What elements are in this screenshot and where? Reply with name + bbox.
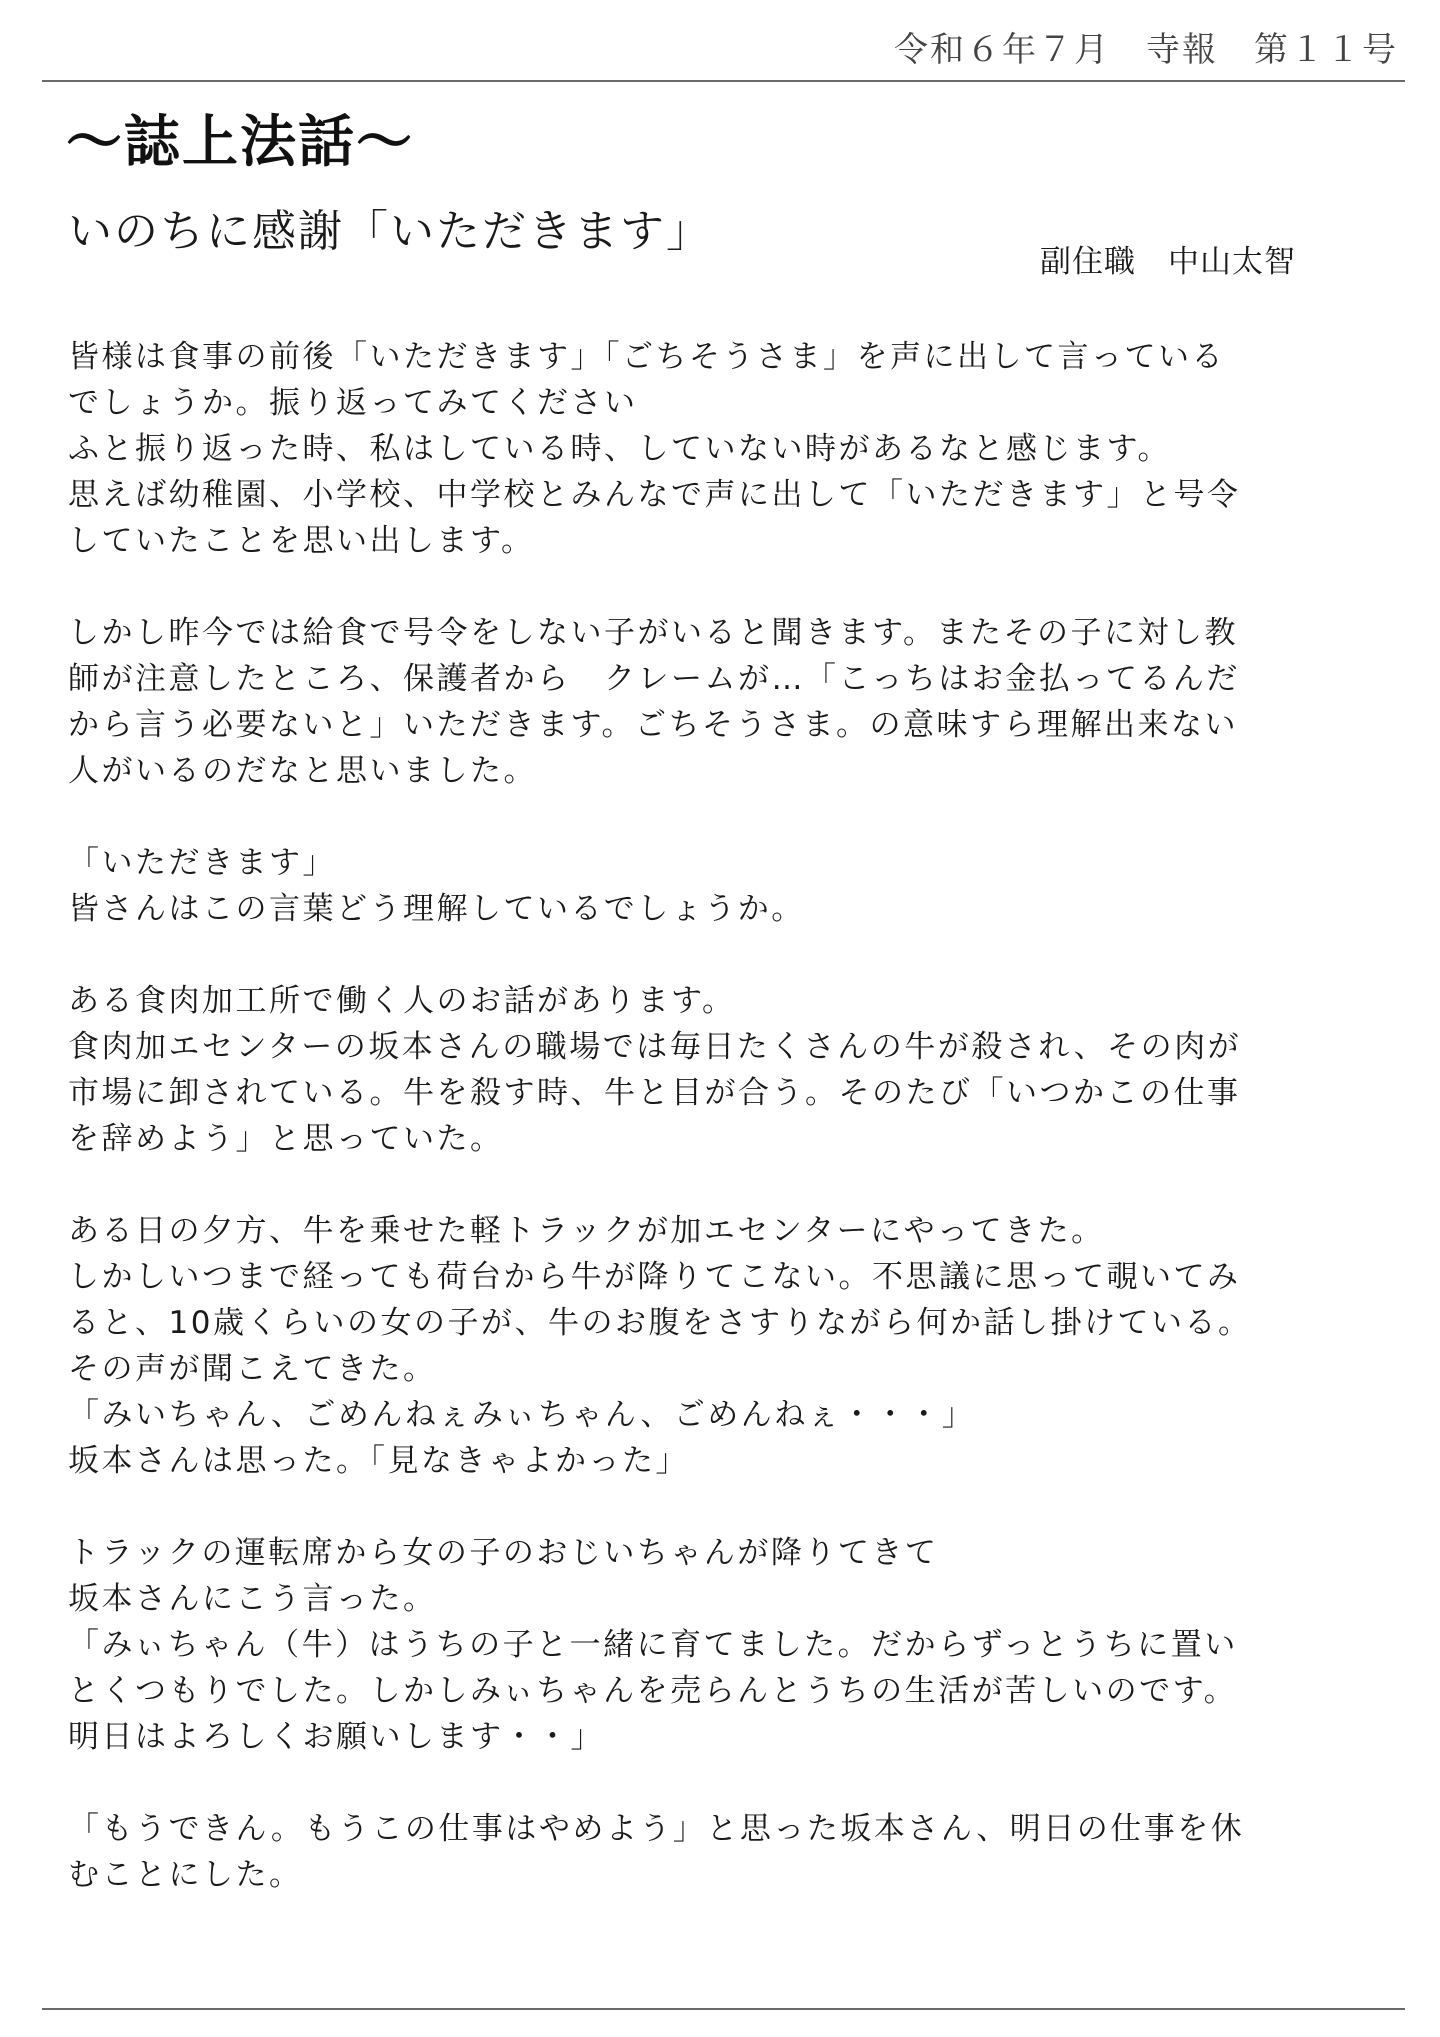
article-title: いのちに感謝「いただきます」 bbox=[68, 206, 712, 257]
top-divider bbox=[42, 80, 1405, 82]
text-line: から言う必要ないと」いただきます。ごちそうさま。の意味すら理解出来ない bbox=[68, 707, 1239, 743]
text-line: とくつもりでした。しかしみぃちゃんを売らんとうちの生活が苦しいのです。 bbox=[68, 1673, 1238, 1709]
text-line: 明日はよろしくお願いします・・」 bbox=[68, 1719, 604, 1755]
text-line: 思えば幼稚園、小学校、中学校とみんなで声に出して「いただきます」と号令 bbox=[68, 477, 1241, 513]
section-title: ～誌上法話～ bbox=[66, 110, 414, 175]
paragraph bbox=[68, 610, 1368, 794]
text-line: むことにした。 bbox=[68, 1857, 303, 1893]
text-line: 「みぃちゃん（牛）はうちの子と一緒に育てました。だからずっとうちに置い bbox=[68, 1627, 1238, 1663]
text-line: ふと振り返った時、私はしている時、していない時があるなと感じます。 bbox=[68, 431, 1172, 467]
text-line: しかしいつまで経っても荷台から牛が降りてこない。不思議に思って覗いてみ bbox=[68, 1259, 1241, 1295]
paragraph bbox=[68, 1208, 1368, 1484]
text-line: ある日の夕方、牛を乗せた軽トラックが加エセンターにやってきた。 bbox=[68, 1213, 1105, 1249]
text-line: トラックの運転席から女の子のおじいちゃんが降りてきて bbox=[68, 1535, 939, 1571]
text-line: 坂本さんにこう言った。 bbox=[68, 1581, 437, 1617]
article-body bbox=[68, 334, 1368, 1944]
paragraph bbox=[68, 1530, 1368, 1760]
text-line: でしょうか。振り返ってみてください bbox=[68, 385, 638, 421]
text-line: 市場に卸されている。牛を殺す時、牛と目が合う。そのたび「いつかこの仕事 bbox=[68, 1075, 1241, 1111]
text-line: 人がいるのだなと思いました。 bbox=[68, 753, 537, 789]
text-line: 食肉加エセンターの坂本さんの職場では毎日たくさんの牛が殺され、その肉が bbox=[68, 1029, 1242, 1065]
text-line: ある食肉加工所で働く人のお話があります。 bbox=[68, 983, 736, 1019]
text-line: 「もうできん。もうこの仕事はやめよう」と思った坂本さん、明日の仕事を休 bbox=[68, 1811, 1245, 1847]
paragraph bbox=[68, 840, 1368, 932]
text-line: 師が注意したところ、保護者から クレームが…「こっちはお金払ってるんだ bbox=[68, 661, 1240, 697]
issue-header: 令和６年７月 寺報 第１１号 bbox=[894, 30, 1398, 70]
author-byline: 副住職 中山太智 bbox=[1040, 244, 1296, 280]
paragraph bbox=[68, 334, 1368, 564]
text-line: ると、10歳くらいの女の子が、牛のお腹をさすりながら何か話し掛けている。 bbox=[68, 1305, 1252, 1341]
text-line: 坂本さんは思った。「見なきゃよかった」 bbox=[68, 1443, 689, 1479]
text-line: 「いただきます」 bbox=[68, 845, 336, 881]
paragraph bbox=[68, 1806, 1368, 1898]
text-line: していたことを思い出します。 bbox=[68, 523, 535, 559]
text-line: 皆様は食事の前後「いただきます」「ごちそうさま」を声に出して言っている bbox=[68, 339, 1225, 375]
text-line: 皆さんはこの言葉どう理解しているでしょうか。 bbox=[68, 891, 805, 927]
text-line: 「みいちゃん、ごめんねぇみぃちゃん、ごめんねぇ・・・」 bbox=[68, 1397, 976, 1433]
paragraph bbox=[68, 978, 1368, 1162]
text-line: その声が聞こえてきた。 bbox=[68, 1351, 437, 1387]
text-line: を辞めよう」と思っていた。 bbox=[68, 1121, 504, 1157]
text-line: しかし昨今では給食で号令をしない子がいると聞きます。またその子に対し教 bbox=[68, 615, 1239, 651]
bottom-divider bbox=[42, 2008, 1405, 2010]
